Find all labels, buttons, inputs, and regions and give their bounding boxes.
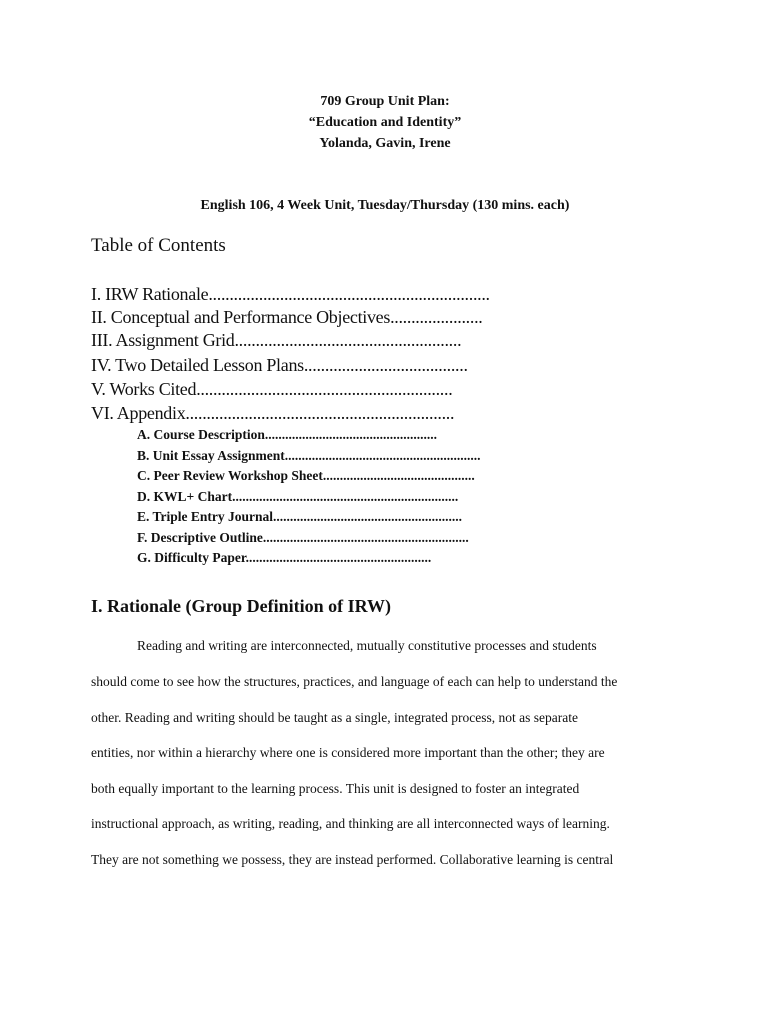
toc-item-appendix: VI. Appendix................................................................ xyxy=(91,403,455,423)
toc-subitem-unit-essay: B. Unit Essay Assignment.......................................................... xyxy=(137,448,481,463)
paragraph-line: They are not something we possess, they are instead performed. Collaborative learning is central xyxy=(91,852,614,867)
paragraph-line: both equally important to the learning process. This unit is designed to foster an integrated xyxy=(91,781,580,796)
paragraph-line: entities, nor within a hierarchy where one is considered more important than the other; they are xyxy=(91,745,605,760)
unit-title: “Education and Identity” xyxy=(308,115,462,130)
toc-item-assignment-grid: III. Assignment Grid...................................................... xyxy=(91,330,462,350)
section-heading: I. Rationale (Group Definition of IRW) xyxy=(91,596,392,616)
toc-item-lesson-plans: IV. Two Detailed Lesson Plans....................................... xyxy=(91,355,468,375)
toc-subitem-peer-review: C. Peer Review Workshop Sheet............................................. xyxy=(137,468,475,483)
toc-subitem-triple-entry: E. Triple Entry Journal........................................................ xyxy=(137,509,463,524)
authors: Yolanda, Gavin, Irene xyxy=(319,136,451,151)
paragraph-line: should come to see how the structures, practices, and language of each can help to understand the xyxy=(91,674,618,689)
toc-subitem-descriptive-outline: F. Descriptive Outline............................................................. xyxy=(137,530,469,545)
paragraph-line: other. Reading and writing should be taught as a single, integrated process, not as separate xyxy=(91,710,578,725)
paragraph-line: instructional approach, as writing, reading, and thinking are all interconnected ways of learning. xyxy=(91,816,610,831)
toc-subitem-difficulty-paper: G. Difficulty Paper....................................................... xyxy=(137,550,432,565)
toc-item-objectives: II. Conceptual and Performance Objectives...................... xyxy=(91,307,483,327)
toc-subitem-kwl-chart: D. KWL+ Chart................................................................... xyxy=(137,489,459,504)
paragraph-line: Reading and writing are interconnected, mutually constitutive processes and students xyxy=(137,638,597,653)
doc-title: 709 Group Unit Plan: xyxy=(320,94,450,109)
toc-item-rationale: I. IRW Rationale................................................................... xyxy=(91,284,490,304)
toc-subitem-course-description: A. Course Description................................................... xyxy=(137,427,437,442)
toc-title: Table of Contents xyxy=(91,235,226,256)
toc-item-works-cited: V. Works Cited............................................................. xyxy=(91,379,453,399)
course-line: English 106, 4 Week Unit, Tuesday/Thursday (130 mins. each) xyxy=(200,198,570,213)
